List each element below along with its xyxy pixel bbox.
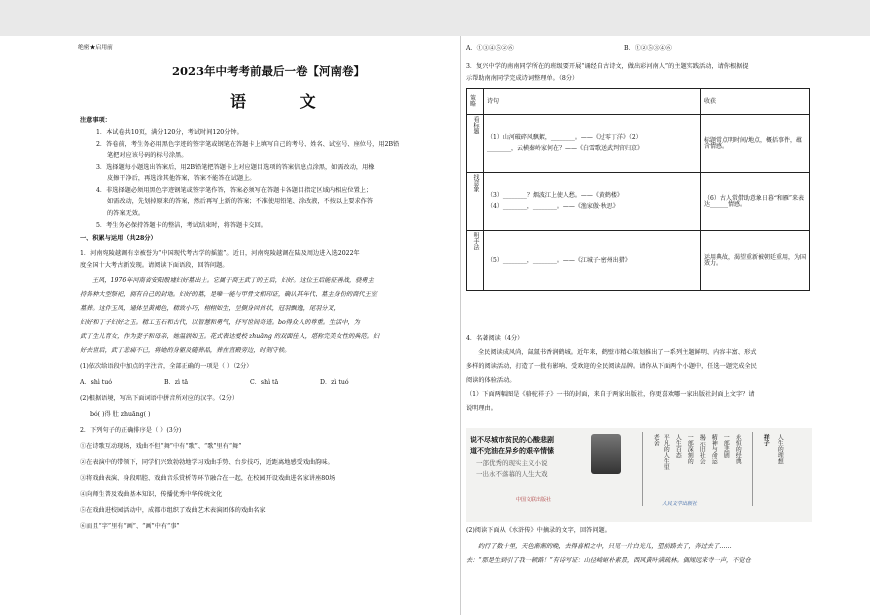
author-photo [591,434,621,474]
q1-text: 1．河南宛陵越调有幸被誉为“中国现代考古学的摇篮”。近日，河南宛陵越调在陆及周边进入选2022年 [80,250,360,257]
q2-item: ③将戏曲表演、身段唱腔、戏曲音乐赏析等环节融合在一起，在校园开设戏曲进名家讲座80场 [80,475,336,482]
q3-text: 示帮助南南同学完成诗词整理单。（8分） [466,75,579,82]
publisher-logo: 人民文学出版社 [662,501,698,507]
q1-text: 度全国十大考古新发现。请阅读下面语段，回答问题。 [80,262,229,269]
q4-text: 阅读的体验活动。 [466,377,516,384]
q1-1-option-b[interactable]: B．zì tā [164,379,189,386]
passage-line: 妇好和丁子妇好之玉。精工玉石和古代，以智慧和勇气，抒写世间奇迹。bo得众人的尊重。生活中，为 [80,319,360,326]
table-gain-cell: （6）古人常借助意象日暮“和雁”来表达______情感。 [701,173,810,231]
passage-line: 持各种大型祭祀，拥有自己的封地。妇好的墓，是唯一能与甲骨文相印证，确认其年代、墓主身份的商代王室 [80,291,377,298]
poem-table [466,88,810,291]
passage-line: 好去世后，武丁悲痛不已，将她的身躯及随葬品，葬在宫殿旁边，时刻守候。 [80,347,291,354]
q3-text: 3．复兴中学的南南同学所在的班级要开展“诵经自古诗文，做出彩河南人”的主题实践活动，请你根据提 [466,63,749,70]
q2-option-b[interactable]: B．①②⑤③④⑥ [624,45,672,52]
notes-heading: 注意事项： [80,117,111,124]
q4-2-passage: 约行了数十里，天色渐渐的晚，去得喜相之中，只见一片白光儿，望前路去了，奔过去了…… [478,543,732,550]
poem-line: （5）________，________。——《江城子·密州出猎》 [487,256,631,264]
note-line: 3．选择题每小题选出答案后，用2B铅笔把答题卡上对应题目选项的答案信息点涂黑，如需改动，用橡 [96,164,375,171]
table-strategy-cell: 找意象 [467,173,484,231]
q4-2-passage: 去：“那是生到引了我一顿路！”有诗写证：山径崎岖朴素景，西风黄叶满疏林。偶闻远来寺一声，不觉仓 [466,557,751,564]
q2-item: ④向师生普及戏曲基本知识，传播优秀中华传统文化 [80,491,223,498]
note-line: 5．考生务必保持答题卡的整洁，考试结束时，将答题卡交回。 [96,222,267,229]
table-head-gain: 收获 [701,89,810,115]
cover-vertical-text: 一部悲剧 [722,434,730,458]
publisher-logo: 中国文联出版社 [516,497,552,503]
q4-text: 多样的阅读活动，打造了一批有影响、受欢迎的全民阅读品牌。请你从下面两个小题中，任选一题完成全民 [466,363,757,370]
cover-vertical-text: 祥子 [762,434,770,446]
q2-item: ⑤在戏曲进校园活动中，成都市组织了戏曲艺术表演团体的戏曲名家 [80,507,266,514]
note-line: 4．非选择题必须用黑色字迹钢笔或签字笔作答，答案必须写在答题卡各题目指定区域内相应位置上； [96,187,373,194]
poem-line: （3）________？烟波江上使人愁。——《黄鹤楼》 [487,192,623,199]
exam-page [0,36,870,615]
poem-line: （1）山河破碎风飘絮，________。——《过零丁洋》（2） [487,134,642,141]
q4-text: 全民阅读成风尚，氤氲书香润鹤城。近年来，鹤壁市精心策划推出了一系列主题鲜明、内容丰富、形式 [478,349,757,356]
q1-1-text: (1)依次给语段中加点的字注音，全部正确的一项是（ ）（2分） [80,363,253,370]
exam-title: 2023年中考考前最后一卷【河南卷】 [172,64,366,78]
table-poem-cell[interactable] [484,231,701,291]
table-poem-cell[interactable] [484,115,701,173]
q4-2-text: (2)阅读下面从《水浒传》中摘录的文字，回答问题。 [466,527,611,534]
cover-vertical-text: 精神与命运 [710,434,718,464]
q2-item: ②在表演中的带领下，同学们兴致勃勃地学习戏曲手势、台步技巧，近距离地感受戏曲韵味。 [80,459,334,466]
table-gain-cell: 标题常点明时间/地点，概括事件，蕴含情感。 [701,115,810,173]
section1-heading: 一、积累与运用（共28分） [80,235,157,242]
cover-vertical-text: 人生的理想 [776,434,784,464]
q4-text: 说明理由。 [466,405,497,412]
note-line: 的答案无效。 [107,210,145,217]
q2-item: ①在诗歌互动现场，戏曲不但“舞”中有“歌”、“歌”里有“舞” [80,443,242,450]
q2-option-a[interactable]: A．①③④⑤②⑥ [466,45,514,52]
secret-tag: 绝密★启用前 [78,45,113,51]
q1-1-option-a[interactable]: A．shì tuó [80,379,112,386]
q1-1-option-d[interactable]: D．zì tuó [320,379,349,386]
note-line: 皮擦干净后，再选涂其他答案，答案不能答在试题上。 [107,175,256,182]
ad-slogan: 道不完油在异乡的艰辛情愫 [470,446,554,455]
cover-vertical-text: 平凡的人生里 [662,434,670,470]
table-strategy-cell: 看标题 [467,115,484,173]
poem-line: （4）________，________。——《渔家傲·秋思》 [487,203,619,210]
note-line: 2．答卷前，考生务必用黑色字迹的签字笔或钢笔在答题卡上填写自己的考号、姓名、试室号、座位号，用2B铅 [96,141,400,148]
cover-vertical-text: 人生百态 [674,434,682,458]
cover-vertical-text: 老舍 [652,434,660,446]
table-strategy-cell: 明手法 [467,231,484,291]
divider [642,432,643,506]
q4-text: （1）下面两幅图是《骆驼祥子》一书的封面，来自于两家出版社，你更喜欢哪一家出版社封面上文字？请 [466,391,755,398]
note-line: 1．本试卷共10页，满分120分，考试时间120分钟。 [96,129,243,136]
book-cover-images [466,428,812,522]
subject-title: 语 文 [230,92,340,111]
q4-heading: 4．名著阅读（4分） [466,335,524,342]
q1-2-blanks[interactable]: bó( )得 肚 zhuāng( ) [90,411,151,418]
q2-text: 2．下列句子的正确排序是（ ）(3分) [80,427,182,434]
note-line: 如需改动，先划掉原来的答案，然后再写上新的答案；不准使用铅笔、涂改液，不按以上要求作答 [107,198,374,205]
q1-2-text: (2)根据语境，写出下面词语中拼音所对应的汉字。（2分） [80,395,239,402]
ad-slogan: 说不尽城市贫民的心酸悲剧 [470,435,554,444]
table-head-strategy: 策略 [467,89,484,115]
ad-slogan: 一部优秀的现实主义小说 [476,459,548,467]
cover-vertical-text: 一部深刻的 [686,434,694,464]
column-divider [460,36,461,615]
cover-vertical-text: 永恒的经典 [734,434,742,464]
passage-line: 墓葬。这件玉凤，通体呈黄褐色，精致小巧，栩栩如生，呈侧身回首状，冠羽飘逸，尾羽分叉， [80,305,340,312]
table-head-poem: 诗句 [484,89,701,115]
passage-line: 武丁生儿育女，作为妻子和母亲，她温润如玉。花式表达爱校 zhuāng 的双面佳人，堪称完美女性的典范。妇 [80,333,380,340]
table-poem-cell[interactable] [484,173,701,231]
passage-line: 王风，1976年河南省安阳殷墟妇好墓出土。它属于商王武丁的王后，妇好。这位王后能征善战，骁勇主 [92,277,374,284]
q1-1-option-c[interactable]: C．shì tā [250,379,279,386]
ad-slogan: 一出永不落幕的人生大戏 [476,470,548,478]
cover-vertical-text: 揭示旧社会 [698,434,706,464]
divider [752,432,753,506]
note-line: 笔把对应该号码的标号涂黑。 [107,152,188,159]
table-gain-cell: 运用典故，渴望重新被朝廷重用，为国效力。 [701,231,810,291]
q2-item: ⑥而且“字”里有“画”、“画”中有“事” [80,523,180,530]
poem-line: ________，云横秦岭家何在？——《白雪歌送武判官归京》 [487,145,644,152]
